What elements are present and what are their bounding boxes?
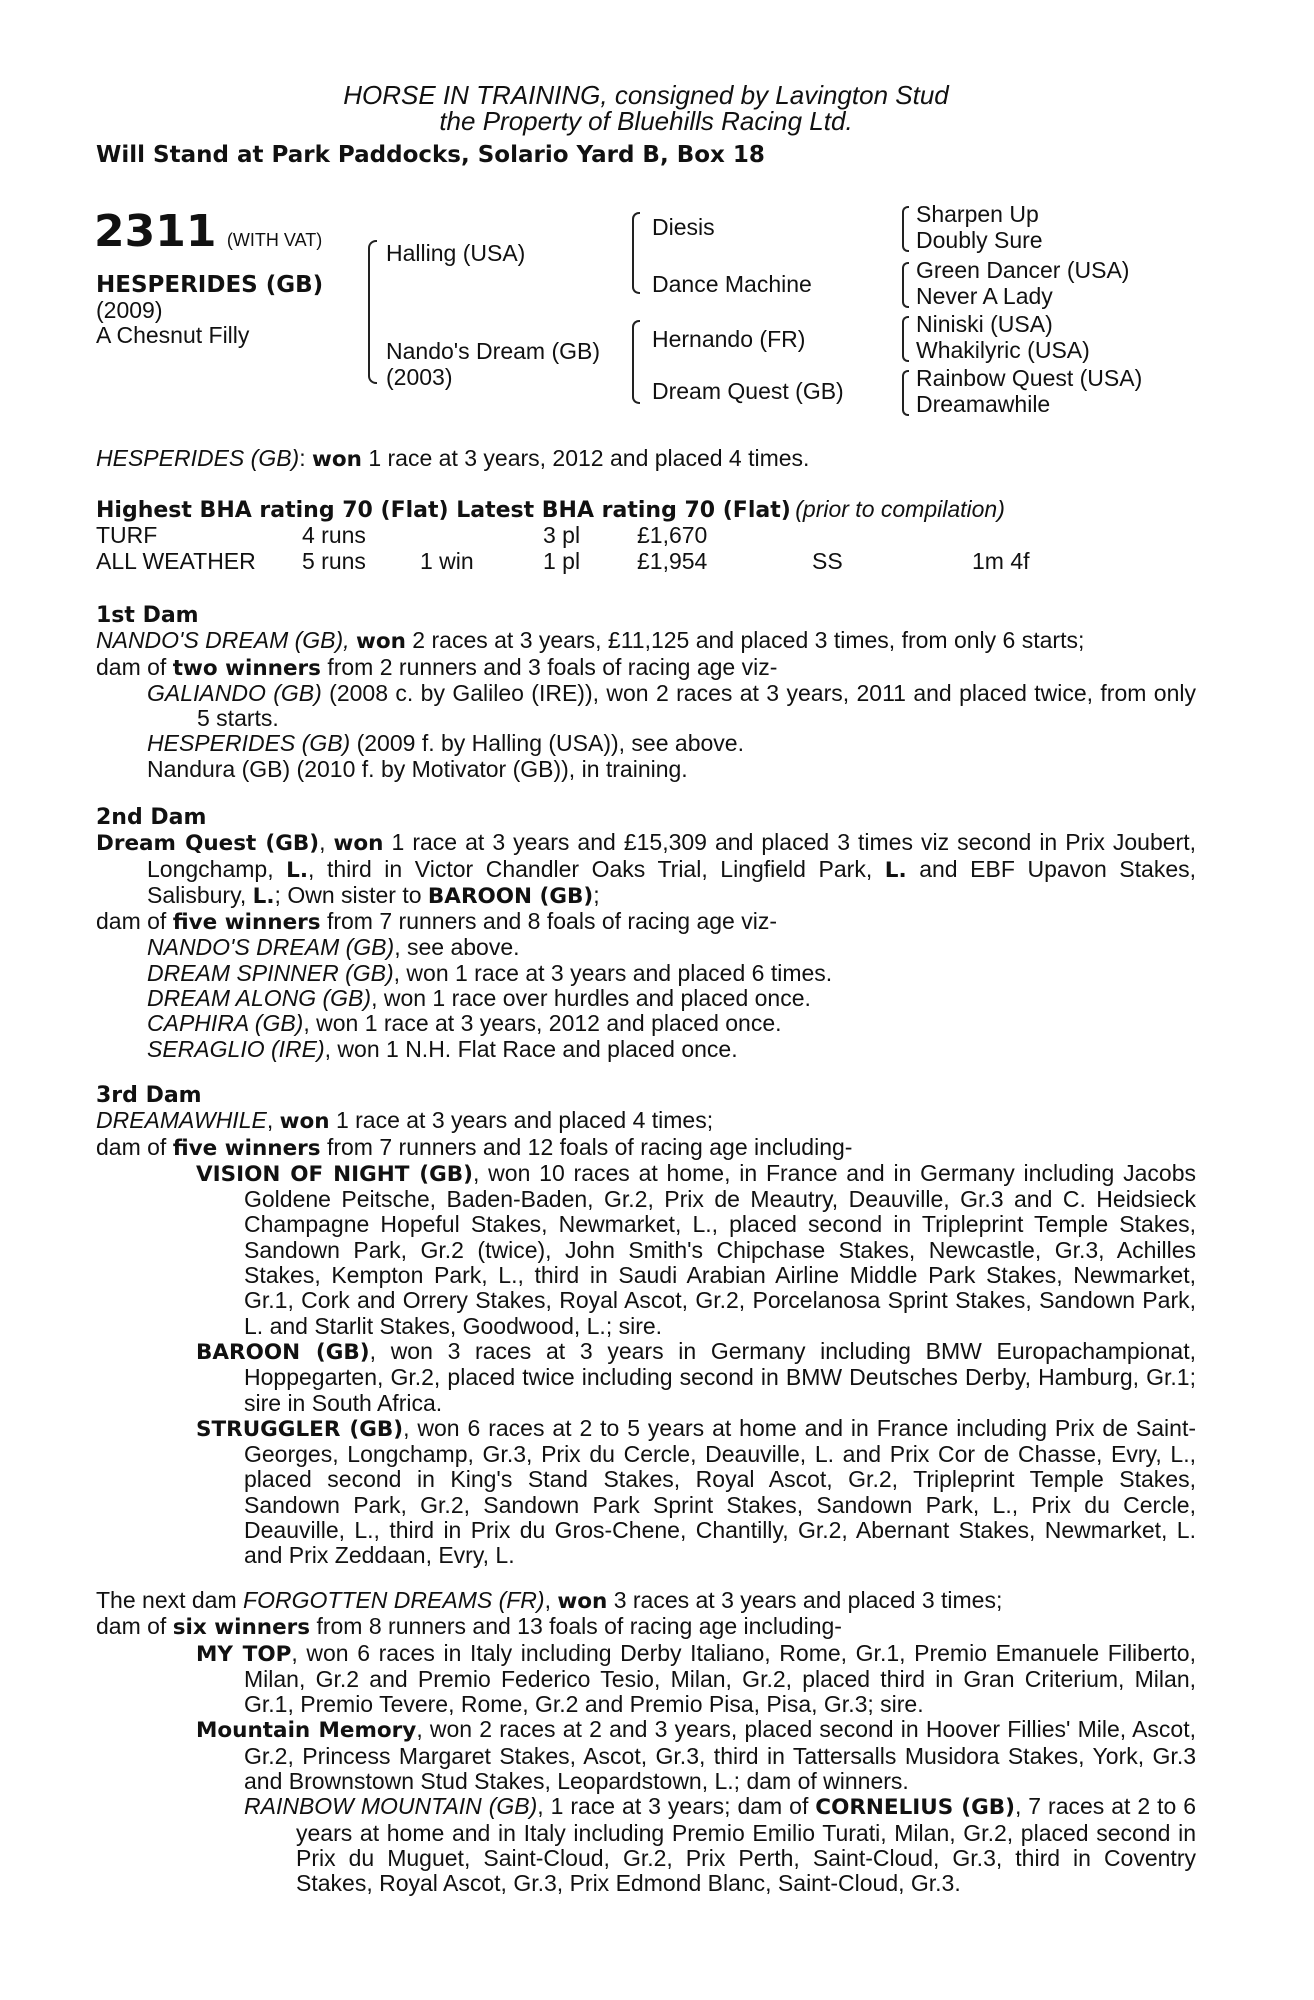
progeny-name: SERAGLIO (IRE) xyxy=(147,1035,325,1062)
progeny-record: (2009 f. by Halling (USA)), see above. xyxy=(350,730,744,757)
pedigree-brace xyxy=(632,212,640,294)
dam-record: and EBF Upavon Stakes, Salisbury, xyxy=(147,855,1197,908)
grade-label: L. xyxy=(286,857,309,883)
progeny-record: (2008 c. by Galileo (IRE)), won 2 races at 3 years, 2011 and placed twice, from only 5 starts. xyxy=(197,679,1196,732)
pedigree-dam: Nando's Dream (GB) xyxy=(386,338,601,364)
grade-label: L. xyxy=(252,883,275,909)
progeny-record: , won 10 races at home, in France and in Germany including Jacobs Goldene Peitsche, Baden-Baden, Gr.2, Prix de Meautry, Deauville, Gr.3 and C. Heidsieck Champagne Hopeful Stakes, Newmarket, L., placed second in Tripleprint Temple Stakes, Sandown Park, Gr.2 (twice), John Smith's Chipchase Stakes, Newcastle, Gr.3, Achilles Stakes, Kempton Park, L., third in Saudi Arabian Airline Middle Park Stakes, Newmarket, Gr.1, Cork and Orrery Stakes, Royal Ascot, Gr.2, Porcelanosa Sprint Stakes, Sandown Park, L. and Starlit Stakes, Goodwood, L.; sire. xyxy=(244,1159,1196,1339)
record-prize: £1,954 xyxy=(637,548,708,574)
progeny-record: , 1 race at 3 years; dam of xyxy=(537,1793,816,1820)
second-dam-section: 2nd Dam Dream Quest (GB), won 1 race at 3 years and £15,309 and placed 3 times viz second in Prix Joubert, Longchamp, L., third in Victor Chandler Oaks Trial, Lingfield Park, L. and EBF Upavon Stakes, Salisbury, L.; Own sister to BAROON (GB); dam of five winners from 7 runners and 8 foals of racing age viz- NANDO'S DREAM (GB), see above. DREAM SPINNER (GB), won 1 race at 3 years and placed 6 times. DREAM ALONG (GB), won 1 race over hurdles and placed once. CAPHIRA (GB), won 1 race at 3 years, 2012 and placed once. SERAGLIO (IRE), won 1 N.H. Flat Race and placed once. xyxy=(96,805,1197,1062)
progeny-name: STRUGGLER (GB) xyxy=(196,1416,404,1442)
pedigree-ancestor: Green Dancer (USA) xyxy=(916,257,1130,283)
progeny-name: RAINBOW MOUNTAIN (GB) xyxy=(244,1793,538,1820)
progeny-name: VISION OF NIGHT (GB) xyxy=(196,1161,473,1187)
horse-description: A Chesnut Filly xyxy=(96,322,250,348)
header-line-1: HORSE IN TRAINING, consigned by Lavington Stud xyxy=(343,80,949,110)
progeny-name: HESPERIDES (GB) xyxy=(147,730,351,757)
header-line-2: the Property of Bluehills Racing Ltd. xyxy=(439,106,853,136)
record-placed: 3 pl xyxy=(543,522,581,548)
second-dam-heading: 2nd Dam xyxy=(96,805,207,830)
third-dam-section: 3rd Dam DREAMAWHILE, won 1 race at 3 years and placed 4 times; dam of five winners from 7 runners and 12 foals of racing age including- VISION OF NIGHT (GB), won 10 races at home, in France and in Germany including Jacobs Goldene Peitsche, Baden-Baden, Gr.2, Prix de Meautry, Deauville, Gr.3 and C. Heidsieck Champagne Hopeful Stakes, Newmarket, L., placed second in Tripleprint Temple Stakes, Sandown Park, Gr.2 (twice), John Smith's Chipchase Stakes, Newcastle, Gr.3, Achilles Stakes, Kempton Park, L., third in Saudi Arabian Airline Middle Park Stakes, Newmarket, Gr.1, Cork and Orrery Stakes, Royal Ascot, Gr.2, Porcelanosa Sprint Stakes, Sandown Park, L. and Starlit Stakes, Goodwood, L.; sire. BAROON (GB), won 3 races at 3 years in Germany including BMW Europachampionat, Hoppegarten, Gr.2, placed twice including second in BMW Deutsches Derby, Hamburg, Gr.1; sire in South Africa. STRUGGLER (GB), won 6 races at 2 to 5 years at home and in France including Prix de Saint-Georges, Longchamp, Gr.3, Prix du Cercle, Deauville, L. and Prix Cor de Chasse, Evry, L., placed second in King's Stand Stakes, Royal Ascot, Gr.2, Tripleprint Temple Stakes, Sandown Park, Gr.2, Sandown Park Sprint Stakes, Sandown Park, L., Prix du Cercle, Deauville, L., third in Prix du Gros-Chene, Chantilly, Gr.2, Abernant Stakes, Newmarket, L. and Prix Zeddaan, Evry, L. xyxy=(96,1083,1196,1569)
progeny-name: MY TOP xyxy=(196,1641,292,1667)
progeny-name: GALIANDO (GB) xyxy=(147,679,322,706)
progeny-record: , won 1 race at 3 years, 2012 and placed once. xyxy=(303,1010,782,1037)
horse-name: HESPERIDES (GB) xyxy=(96,272,324,298)
foals-text: from 7 runners and 8 foals of racing age viz- xyxy=(320,908,777,935)
progeny-name: CAPHIRA (GB) xyxy=(147,1010,304,1037)
lot-number: 2311 xyxy=(94,206,217,257)
pedigree-brace xyxy=(368,240,377,384)
dam-name: FORGOTTEN DREAMS (FR) xyxy=(243,1587,545,1613)
ratings-line xyxy=(96,496,1005,523)
dam-record: 2 races at 3 years, £11,125 and placed 3 times, from only 6 starts; xyxy=(405,627,1085,654)
won-label: won xyxy=(355,629,406,655)
pedigree-granddam: Dance Machine xyxy=(652,271,812,297)
lot-heading xyxy=(94,206,322,257)
pedigree-sire: Halling (USA) xyxy=(386,240,526,266)
grand-progeny-name: CORNELIUS (GB) xyxy=(815,1795,1015,1821)
summary-horse-name: HESPERIDES (GB) xyxy=(96,445,300,471)
progeny-record: , won 1 race over hurdles and placed once. xyxy=(371,985,811,1012)
punctuation: ; xyxy=(593,881,600,908)
record-distance: 1m 4f xyxy=(972,548,1030,574)
pedigree-ancestor: Whakilyric (USA) xyxy=(916,337,1090,363)
dam-of-label: dam of xyxy=(96,1133,173,1160)
won-label: won xyxy=(333,831,384,857)
sibling-name: BAROON (GB) xyxy=(427,883,594,909)
summary-won: won xyxy=(312,447,362,472)
progeny-record: , won 3 races at 3 years in Germany including BMW Europachampionat, Hoppegarten, Gr.2, placed twice including second in BMW Deutsches Derby, Hamburg, Gr.1; sire in South Africa. xyxy=(244,1337,1196,1416)
progeny-name: BAROON (GB) xyxy=(196,1339,370,1365)
pedigree-brace xyxy=(632,320,640,404)
progeny-record: Nandura (GB) (2010 f. by Motivator (GB)), in training. xyxy=(147,755,688,782)
pedigree-ancestor: Sharpen Up xyxy=(916,201,1039,227)
record-going: SS xyxy=(812,548,843,574)
pedigree-brace xyxy=(902,206,909,252)
progeny-record: , won 1 race at 3 years and placed 6 times. xyxy=(393,959,833,986)
dam-record: , third in Victor Chandler Oaks Trial, Lingfield Park, xyxy=(308,855,885,882)
pedigree-ancestor: Never A Lady xyxy=(916,283,1053,309)
winners-count: five winners xyxy=(172,1135,321,1161)
ratings-note: (prior to compilation) xyxy=(795,496,1005,522)
won-label: won xyxy=(279,1109,330,1135)
pedigree-grandsire: Diesis xyxy=(652,214,715,240)
record-surface: TURF xyxy=(96,522,158,548)
record-placed: 1 pl xyxy=(543,548,581,574)
foals-text: from 7 runners and 12 foals of racing age including- xyxy=(320,1133,853,1160)
dam-name: NANDO'S DREAM (GB), xyxy=(96,627,350,654)
pedigree-ancestor: Rainbow Quest (USA) xyxy=(916,365,1143,391)
dam-record: 1 race at 3 years and placed 4 times; xyxy=(329,1107,714,1134)
progeny-record: , won 1 N.H. Flat Race and placed once. xyxy=(324,1035,738,1062)
winners-count: two winners xyxy=(172,655,321,681)
won-label: won xyxy=(557,1589,608,1614)
record-runs: 5 runs xyxy=(302,548,366,574)
pedigree-brace xyxy=(902,316,909,362)
dam-of-label: dam of xyxy=(96,908,173,935)
winners-count: six winners xyxy=(172,1615,311,1641)
dam-of-label: dam of xyxy=(96,1613,173,1640)
record-wins: 1 win xyxy=(420,548,474,574)
progeny-name: Mountain Memory xyxy=(196,1718,417,1744)
dam-record: 1 race at 3 years and £15,309 and placed 3 times viz second in Prix Joubert, Longchamp, xyxy=(147,829,1197,882)
summary-rest: 1 race at 3 years, 2012 and placed 4 times. xyxy=(361,445,810,471)
record-prize: £1,670 xyxy=(637,522,708,548)
progeny-name: NANDO'S DREAM (GB) xyxy=(147,934,395,961)
pedigree-brace xyxy=(902,370,909,416)
progeny-record: , won 6 races at 2 to 5 years at home and in France including Prix de Saint-Georges, Longchamp, Gr.3, Prix du Cercle, Deauville, L. and Prix Cor de Chasse, Evry, L., placed second in King's Stand Stakes, Royal Ascot, Gr.2, Tripleprint Temple Stakes, Sandown Park, Gr.2, Sandown Park Sprint Stakes, Sandown Park, L., Prix du Cercle, Deauville, L., third in Prix du Gros-Chene, Chantilly, Gr.2, Abernant Stakes, Newmarket, L. and Prix Zeddaan, Evry, L. xyxy=(244,1414,1196,1569)
foals-text: from 8 runners and 13 foals of racing age including- xyxy=(310,1613,842,1640)
dam-name: Dream Quest (GB) xyxy=(96,831,320,857)
next-dam-section xyxy=(96,1588,1196,1897)
progeny-record: , 7 races at 2 to 6 years at home and in Italy including Premio Emilio Turati, Milan, Gr.2, placed second in Prix du Muguet, Saint-Cloud, Gr.2, Prix Perth, Saint-Cloud, Gr.3, third in Coventry Stakes, Royal Ascot, Gr.3, Prix Edmond Blanc, Saint-Cloud, Gr.3. xyxy=(296,1793,1197,1897)
race-summary xyxy=(96,446,809,472)
pedigree-ancestor: Doubly Sure xyxy=(916,227,1043,253)
punctuation: , xyxy=(544,1587,551,1613)
dam-of-label: dam of xyxy=(96,653,173,680)
progeny-name: DREAM SPINNER (GB) xyxy=(147,959,394,986)
pedigree-ancestor: Dreamawhile xyxy=(916,391,1051,417)
ratings-text: Highest BHA rating 70 (Flat) Latest BHA rating 70 (Flat) xyxy=(96,498,791,523)
foals-text: from 2 runners and 3 foals of racing age viz- xyxy=(320,653,778,680)
pedigree-grandsire: Hernando (FR) xyxy=(652,326,806,352)
progeny-record: , see above. xyxy=(394,934,520,961)
horse-year: (2009) xyxy=(96,297,163,323)
winners-count: five winners xyxy=(172,910,321,936)
next-dam-intro: The next dam xyxy=(96,1587,244,1613)
pedigree-ancestor: Niniski (USA) xyxy=(916,311,1053,337)
grade-label: L. xyxy=(884,857,907,883)
pedigree-brace xyxy=(902,262,909,308)
progeny-record: , won 6 races in Italy including Derby Italiano, Rome, Gr.1, Premio Emanuele Filiberto, Milan, Gr.2 and Premio Federico Tesio, Milan, Gr.2, placed third in Gran Criterium, Milan, Gr.1, Premio Tevere, Rome, Gr.2 and Premio Pisa, Pisa, Gr.3; sire. xyxy=(244,1639,1196,1718)
pedigree-granddam: Dream Quest (GB) xyxy=(652,378,844,404)
lot-vat: (WITH VAT) xyxy=(226,230,323,250)
progeny-record: , won 2 races at 2 and 3 years, placed second in Hoover Fillies' Mile, Ascot, Gr.2, Princess Margaret Stakes, Ascot, Gr.3, third in Tattersalls Musidora Stakes, York, Gr.3 and Brownstown Stud Stakes, Leopardstown, L.; dam of winners. xyxy=(244,1716,1196,1795)
summary-colon: : xyxy=(299,445,306,471)
first-dam-section xyxy=(96,602,1196,782)
dam-record: 3 races at 3 years and placed 3 times; xyxy=(607,1587,1003,1613)
pedigree-dam-year: (2003) xyxy=(386,364,453,390)
progeny-name: DREAM ALONG (GB) xyxy=(147,985,372,1012)
record-runs: 4 runs xyxy=(302,522,366,548)
header-line-3: Will Stand at Park Paddocks, Solario Yard B, Box 18 xyxy=(96,142,765,168)
dam-name: DREAMAWHILE xyxy=(96,1107,267,1134)
third-dam-heading: 3rd Dam xyxy=(96,1083,202,1108)
record-surface: ALL WEATHER xyxy=(96,548,256,574)
first-dam-heading: 1st Dam xyxy=(96,603,199,628)
dam-record: ; Own sister to xyxy=(274,881,428,908)
